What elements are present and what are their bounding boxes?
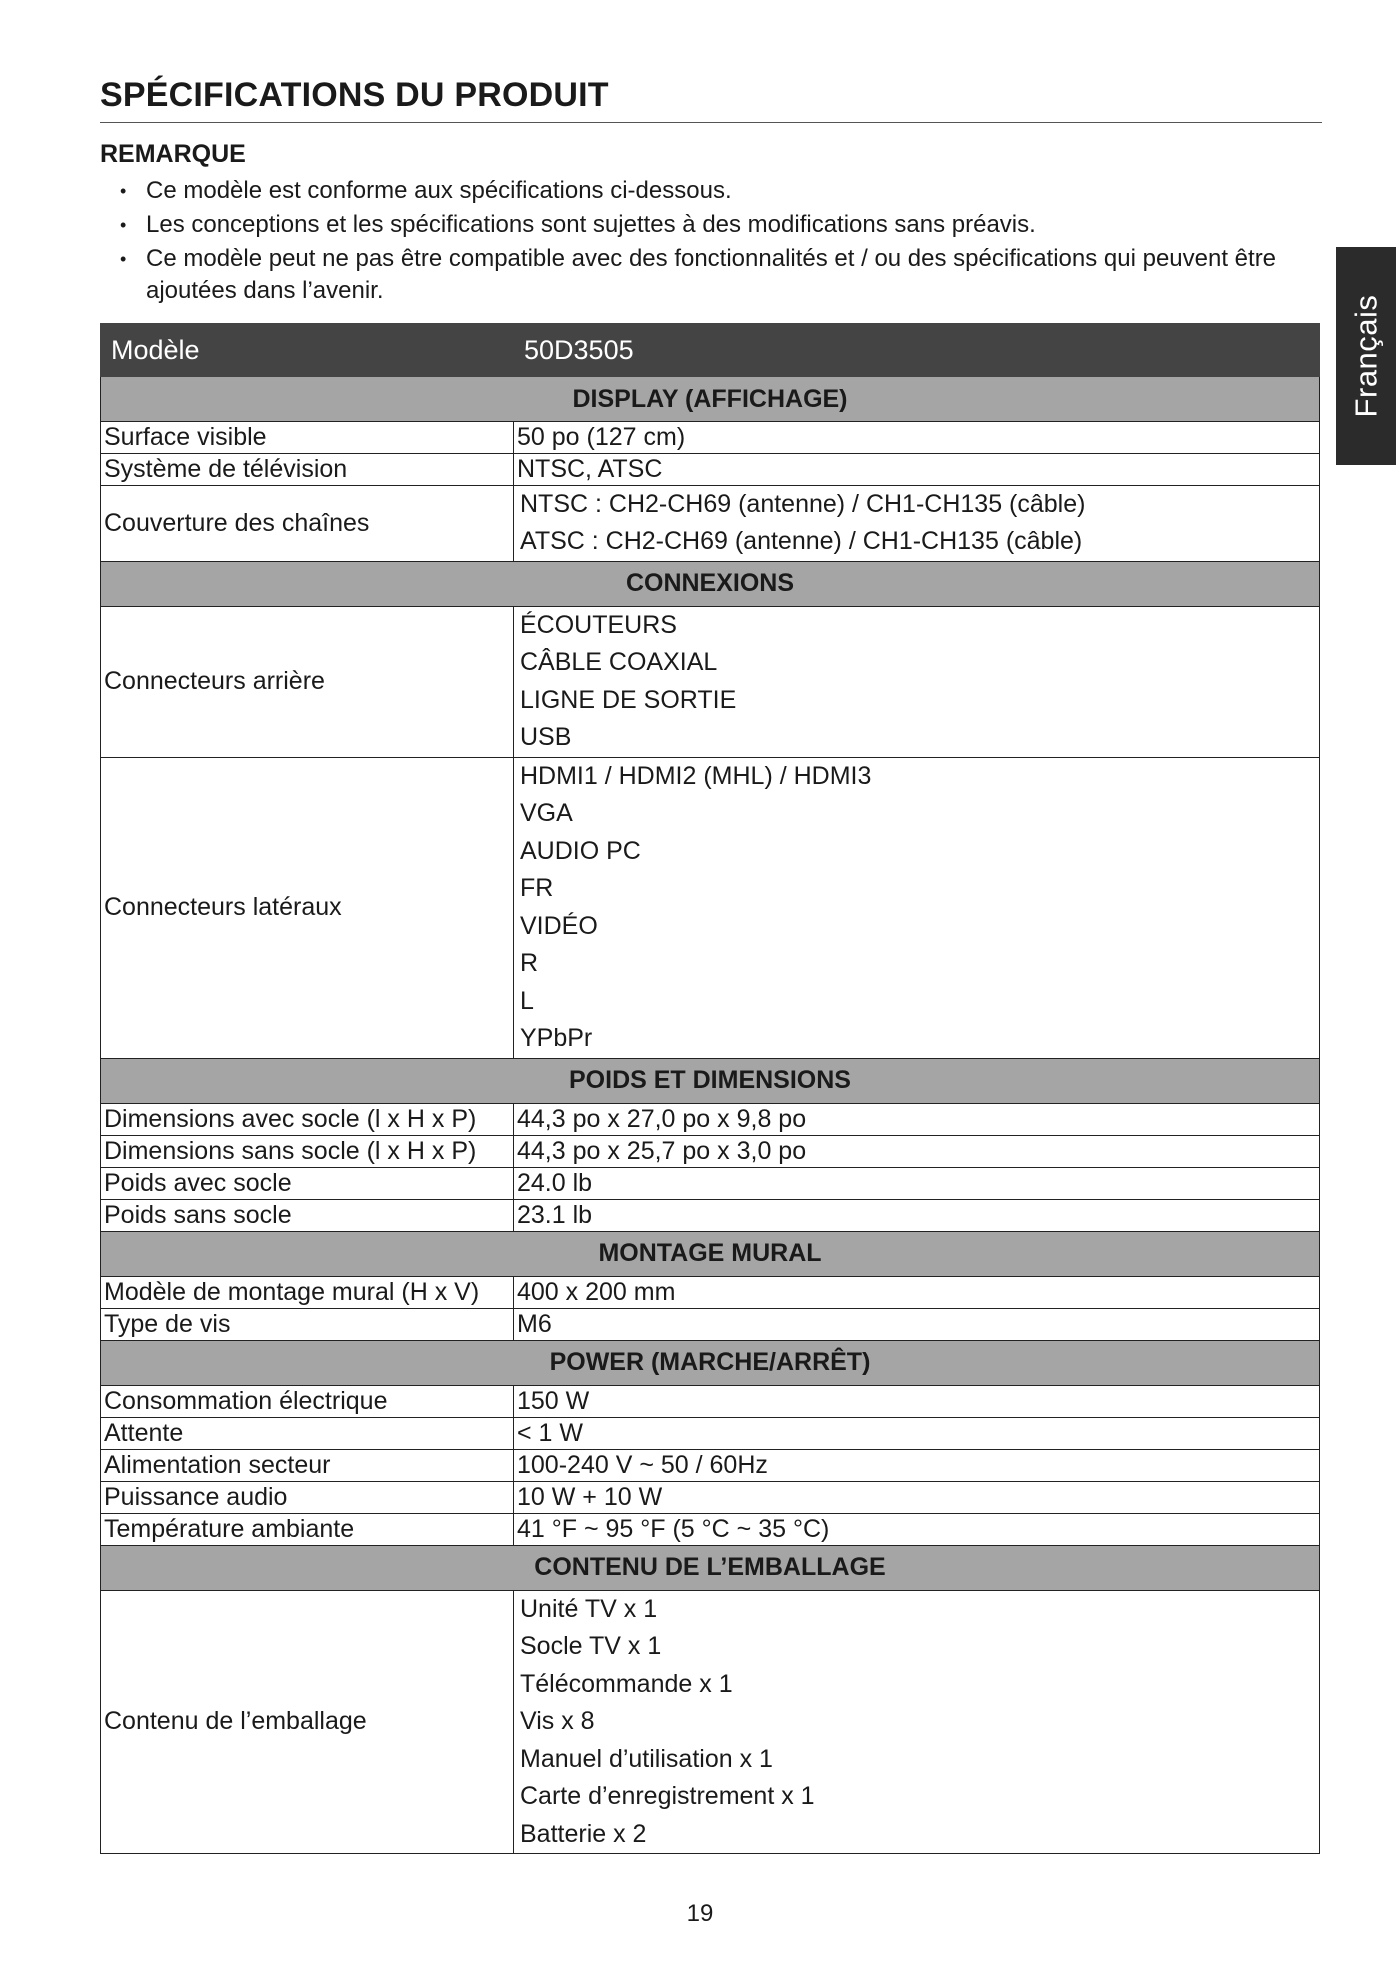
spec-value-cell: 100-240 V ~ 50 / 60Hz [514,1449,1320,1481]
spec-value: ÉCOUTEURS [520,610,677,639]
spec-value: VGA [520,799,573,828]
spec-value-cell: NTSC, ATSC [514,454,1320,486]
language-side-tab-label: Français [1348,294,1383,418]
spec-value: YPbPr [520,1024,593,1053]
spec-value-cell [514,486,1320,562]
spec-label: Dimensions avec socle (l x H x P) [101,1103,514,1135]
spec-value-cell: 150 W [514,1385,1320,1417]
page-number: 19 [686,1900,714,1927]
spec-row [101,1135,1320,1167]
spec-value: R [520,949,539,978]
spec-row [101,1513,1320,1545]
spec-label: Consommation électrique [101,1385,514,1417]
language-side-tab [1336,247,1396,465]
spec-value-cell [514,757,1320,1058]
section-header-row [101,377,1320,422]
spec-label: Attente [101,1417,514,1449]
spec-label: Poids avec socle [101,1167,514,1199]
remark-list [120,175,1320,309]
section-header-row [101,1058,1320,1103]
section-header-row [101,1545,1320,1590]
spec-row [101,1417,1320,1449]
spec-value: AUDIO PC [520,836,641,865]
spec-value-cell: 41 °F ~ 95 °F (5 °C ~ 35 °C) [514,1513,1320,1545]
section-title: CONTENU DE L’EMBALLAGE [101,1545,1320,1590]
spec-value-cell [514,606,1320,757]
spec-value: LIGNE DE SORTIE [520,685,737,714]
spec-row [101,486,1320,562]
spec-row [101,1199,1320,1231]
section-title: POIDS ET DIMENSIONS [101,1058,1320,1103]
spec-value-cell: 50 po (127 cm) [514,422,1320,454]
spec-value-cell: M6 [514,1308,1320,1340]
spec-row [101,606,1320,757]
remark-item: • Ce modèle peut ne pas être compatible avec des fonctionnalités et / ou des spécifications qui peuvent être ajoutées dans l’avenir. [120,243,1320,307]
spec-value: VIDÉO [520,911,598,940]
spec-value-cell: < 1 W [514,1417,1320,1449]
spec-row [101,1385,1320,1417]
spec-label: Surface visible [101,422,514,454]
spec-label: Connecteurs latéraux [101,757,514,1058]
section-title: POWER (MARCHE/ARRÊT) [101,1340,1320,1385]
model-value: 50D3505 [514,324,1320,377]
spec-label: Température ambiante [101,1513,514,1545]
spec-value: Unité TV x 1 [520,1594,658,1623]
spec-label: Système de télévision [101,454,514,486]
spec-label: Poids sans socle [101,1199,514,1231]
spec-value: Carte d’enregistrement x 1 [520,1782,815,1811]
section-title: CONNEXIONS [101,561,1320,606]
spec-value: Vis x 8 [520,1707,595,1736]
spec-value: FR [520,874,554,903]
spec-label: Contenu de l’emballage [101,1590,514,1854]
spec-value-cell [514,1590,1320,1854]
spec-value-cell: 400 x 200 mm [514,1276,1320,1308]
spec-row [101,1276,1320,1308]
spec-value-cell: 44,3 po x 25,7 po x 3,0 po [514,1135,1320,1167]
section-header-row [101,561,1320,606]
section-header-row [101,1340,1320,1385]
section-header-row [101,1231,1320,1276]
spec-row [101,1590,1320,1854]
spec-value-cell: 23.1 lb [514,1199,1320,1231]
spec-value: Manuel d’utilisation x 1 [520,1744,773,1773]
section-title: MONTAGE MURAL [101,1231,1320,1276]
spec-label: Connecteurs arrière [101,606,514,757]
section-title: DISPLAY (AFFICHAGE) [101,377,1320,422]
spec-label: Type de vis [101,1308,514,1340]
spec-row [101,1308,1320,1340]
spec-value: Socle TV x 1 [520,1632,662,1661]
spec-value: USB [520,723,572,752]
spec-value-cell: 24.0 lb [514,1167,1320,1199]
remark-item: • Les conceptions et les spécifications sont sujettes à des modifications sans préavis. [120,209,1320,241]
spec-value: Télécommande x 1 [520,1669,733,1698]
spec-row [101,1449,1320,1481]
spec-row [101,454,1320,486]
spec-value: Batterie x 2 [520,1819,647,1848]
spec-value: L [520,986,534,1015]
remark-item: • Ce modèle est conforme aux spécifications ci-dessous. [120,175,1320,207]
page-title: SPÉCIFICATIONS DU PRODUIT [100,72,1322,123]
spec-value-cell: 10 W + 10 W [514,1481,1320,1513]
spec-value: CÂBLE COAXIAL [520,648,718,677]
model-label: Modèle [101,324,514,377]
model-row [101,324,1320,377]
spec-value-cell: 44,3 po x 27,0 po x 9,8 po [514,1103,1320,1135]
spec-label: Couverture des chaînes [101,486,514,562]
spec-value: ATSC : CH2-CH69 (antenne) / CH1-CH135 (câble) [520,527,1083,556]
spec-label: Dimensions sans socle (l x H x P) [101,1135,514,1167]
spec-label: Modèle de montage mural (H x V) [101,1276,514,1308]
spec-row [101,1167,1320,1199]
spec-row [101,422,1320,454]
spec-row [101,1481,1320,1513]
remark-heading: REMARQUE [100,140,246,168]
spec-value: NTSC : CH2-CH69 (antenne) / CH1-CH135 (câble) [520,490,1086,518]
spec-value: HDMI1 / HDMI2 (MHL) / HDMI3 [520,761,872,790]
spec-row [101,757,1320,1058]
spec-label: Puissance audio [101,1481,514,1513]
spec-row [101,1103,1320,1135]
spec-label: Alimentation secteur [101,1449,514,1481]
spec-table [100,323,1320,1854]
